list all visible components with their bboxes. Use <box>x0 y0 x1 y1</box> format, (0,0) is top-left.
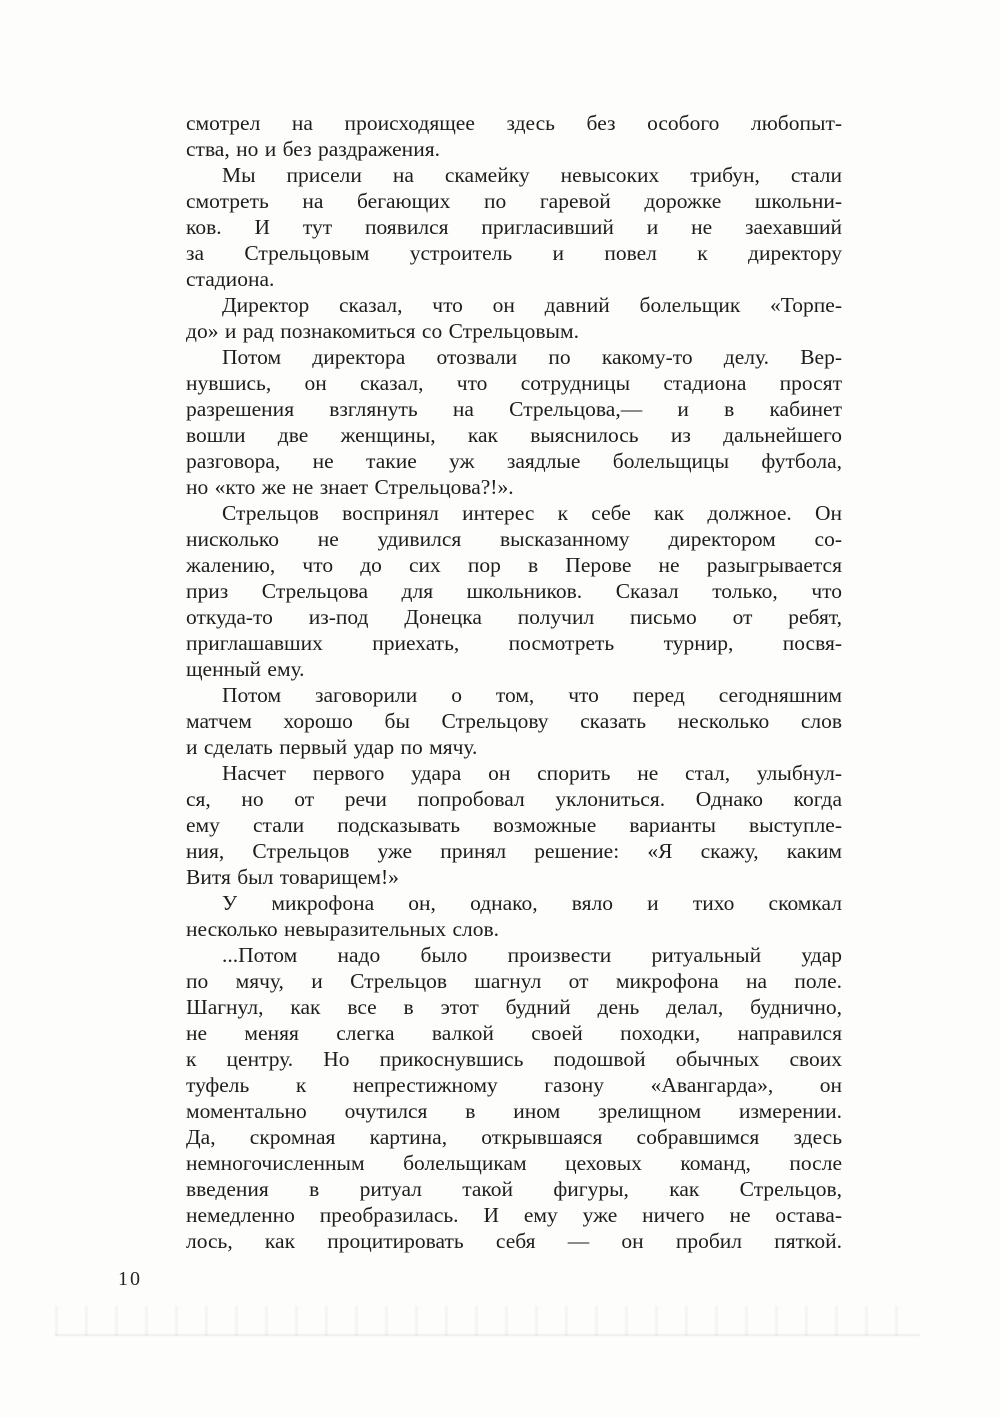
paragraph <box>186 760 842 890</box>
text-line: за Стрельцовым устроитель и повел к директору <box>186 241 842 265</box>
paragraph <box>186 890 842 942</box>
paragraph <box>186 682 842 760</box>
text-line: ния, Стрельцов уже принял решение: «Я скажу, каким <box>186 839 842 863</box>
text-line: смотрел на происходящее здесь без особого любопыт- <box>186 111 842 135</box>
text-line: вошли две женщины, как выяснилось из дальнейшего <box>186 423 842 447</box>
text-line: нисколько не удивился высказанному директором со- <box>186 527 842 551</box>
text-line: не меняя слегка валкой своей походки, направился <box>186 1021 842 1045</box>
text-line: ему стали подсказывать возможные варианты выступле- <box>186 813 842 837</box>
text-line: но «кто же не знает Стрельцова?!». <box>186 475 514 499</box>
text-line: несколько невыразительных слов. <box>186 917 499 941</box>
text-line: Витя был товарищем!» <box>186 865 399 889</box>
text-line: Насчет первого удара он спорить не стал, улыбнул- <box>222 761 842 785</box>
text-line: Стрельцов воспринял интерес к себе как должное. Он <box>222 501 842 525</box>
text-line: Потом заговорили о том, что перед сегодняшним <box>222 683 842 707</box>
scan-artifact <box>55 1306 920 1336</box>
text-line: ков. И тут появился пригласивший и не заехавший <box>186 215 842 239</box>
text-line: ся, но от речи попробовал уклониться. Однако когда <box>186 787 842 811</box>
text-line: Шагнул, как все в этот будний день делал, буднично, <box>186 995 842 1019</box>
paragraph <box>186 162 842 292</box>
text-line: жалению, что до сих пор в Перове не разыгрывается <box>186 553 842 577</box>
text-line: откуда-то из-под Донецка получил письмо от ребят, <box>186 605 842 629</box>
text-line: и сделать первый удар по мячу. <box>186 735 478 759</box>
text-line: туфель к непрестижному газону «Авангарда», он <box>186 1073 842 1097</box>
paragraph <box>186 292 842 344</box>
text-line: ...Потом надо было произвести ритуальный удар <box>222 943 842 967</box>
text-line: щенный ему. <box>186 657 305 681</box>
paragraph <box>186 344 842 500</box>
text-line: Директор сказал, что он давний болельщик «Торпе- <box>222 293 842 317</box>
text-line: Да, скромная картина, открывшаяся собравшимся здесь <box>186 1125 842 1149</box>
text-line: смотреть на бегающих по гаревой дорожке школьни- <box>186 189 842 213</box>
text-line: немедленно преобразилась. И ему уже ничего не остава- <box>186 1203 842 1227</box>
text-line: немногочисленным болельщикам цеховых команд, после <box>186 1151 842 1175</box>
paragraph <box>186 942 842 1254</box>
text-line: Потом директора отозвали по какому-то делу. Вер- <box>222 345 842 369</box>
text-line: Мы присели на скамейку невысоких трибун, стали <box>222 163 842 187</box>
paragraph <box>186 110 842 162</box>
text-line: введения в ритуал такой фигуры, как Стрельцов, <box>186 1177 842 1201</box>
text-line: лось, как процитировать себя — он пробил пяткой. <box>186 1229 842 1253</box>
paragraph <box>186 500 842 682</box>
text-line: разговора, не такие уж заядлые болельщицы футбола, <box>186 449 842 473</box>
text-line: У микрофона он, однако, вяло и тихо скомкал <box>222 891 842 915</box>
text-line: разрешения взглянуть на Стрельцова,— и в кабинет <box>186 397 842 421</box>
text-line: матчем хорошо бы Стрельцову сказать несколько слов <box>186 709 842 733</box>
text-line: моментально очутился в ином зрелищном измерении. <box>186 1099 842 1123</box>
text-line: приз Стрельцова для школьников. Сказал только, что <box>186 579 842 603</box>
text-line: приглашавших приехать, посмотреть турнир, посвя- <box>186 631 842 655</box>
page-text <box>186 110 842 1254</box>
text-line: к центру. Но прикоснувшись подошвой обычных своих <box>186 1047 842 1071</box>
text-line: нувшись, он сказал, что сотрудницы стадиона просят <box>186 371 842 395</box>
text-line: по мячу, и Стрельцов шагнул от микрофона на поле. <box>186 969 842 993</box>
text-line: до» и рад познакомиться со Стрельцовым. <box>186 319 579 343</box>
text-line: ства, но и без раздражения. <box>186 137 440 161</box>
page-number: 10 <box>118 1268 142 1290</box>
text-line: стадиона. <box>186 267 275 291</box>
